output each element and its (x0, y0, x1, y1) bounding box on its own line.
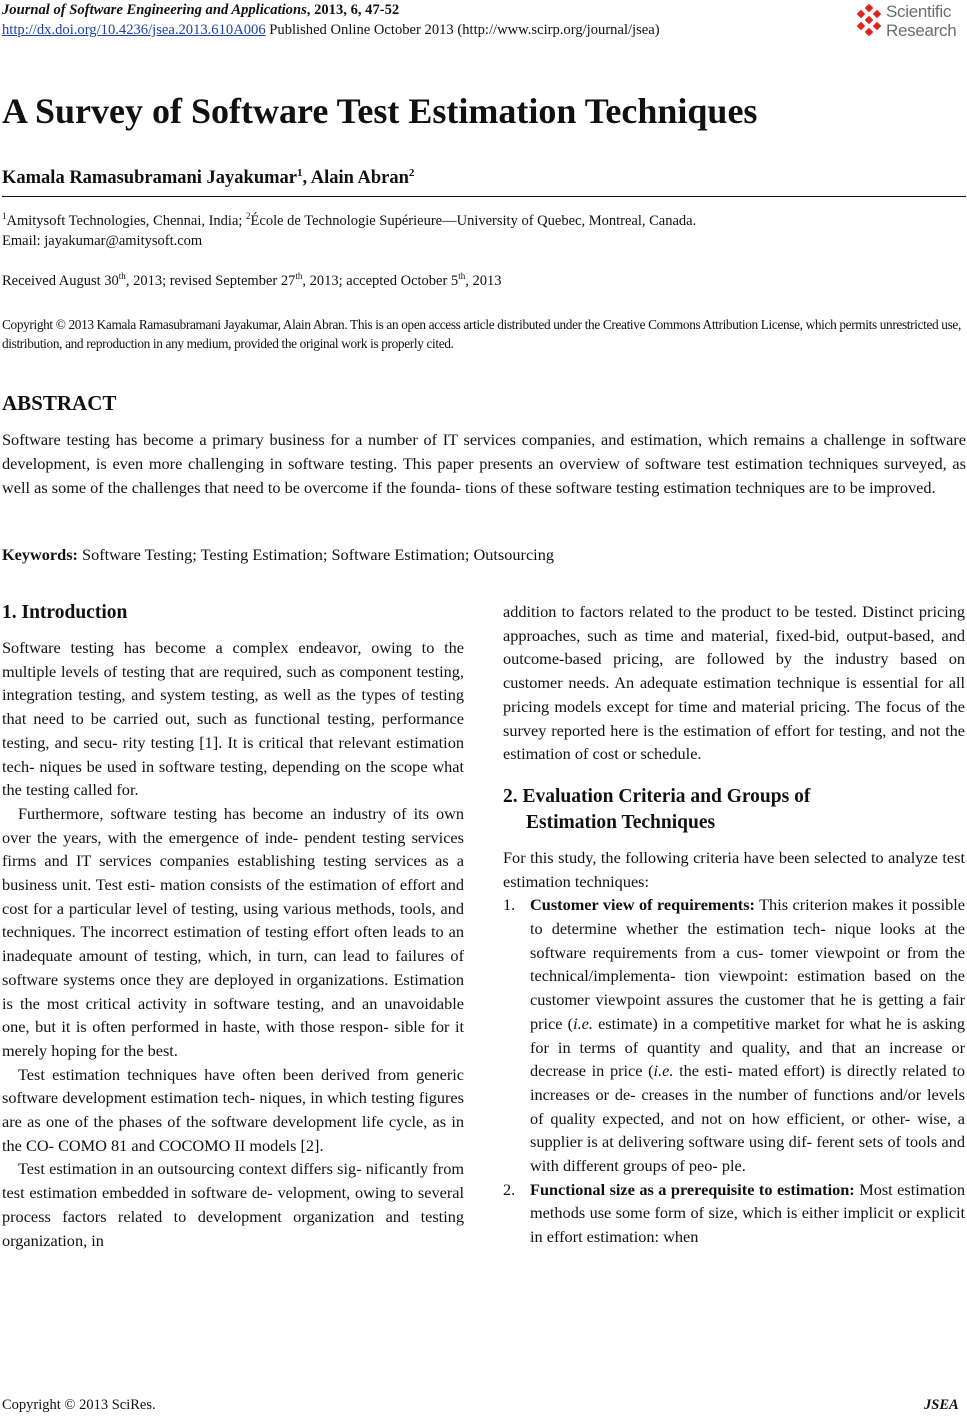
received-date-sup: th (118, 271, 126, 281)
footer-journal-abbr: JSEA (924, 1397, 959, 1413)
revised-date-sup: th (295, 271, 303, 281)
intro-paragraph-continued: addition to factors related to the product to be tested. Distinct pricing approaches, such as time and material, fixed-bid, output-based, and outcome-based pricing, are followed by the industry based on customer needs. An adequate estimation technique is essential for all pricing models except for time and material pricing. The focus of the survey reported here is the estimation of effort for testing, and not the estimation of cost or schedule. (503, 602, 965, 764)
paper-title: A Survey of Software Test Estimation Techniques (2, 91, 758, 131)
publisher-name (886, 2, 956, 40)
keywords (2, 545, 554, 565)
criterion-text: the esti- mated effort) is directly related to increases or de- creases in the number of functions and/or levels of quality expected, and not on how efficient, or other- wise, a supplier is at delivering software using dif- ferent sets of tools and with different groups of peo- ple. (530, 1061, 965, 1176)
criterion-text: This criterion makes it possible to determine whether the estimation tech- nique looks at the software requirements from a cus- tomer viewpoint or from the technical/implementa- tion viewpoint: estimation based on the customer viewpoint assures the customer that he is getting a fair price ( (530, 895, 965, 1033)
criteria-list (503, 893, 965, 1249)
section-2-paragraph: For this study, the following criteria have been selected to analyze test estimation techniques: (503, 847, 965, 891)
accepted-date-text: , 2013; accepted October 5 (302, 272, 459, 289)
intro-paragraph-3: Test estimation techniques have often been derived from generic software development estimation tech- niques, in which testing figures are as one of the phases of the software development life cycle, as in the CO- COMO 81 and COCOMO II models [2]. (2, 1064, 464, 1155)
left-column (2, 600, 464, 1252)
criterion-label: Functional size as a prerequisite to estimation: (530, 1179, 855, 1199)
keywords-label: Keywords: (2, 545, 78, 564)
section-2-heading-line-1: 2. Evaluation Criteria and Groups of (503, 785, 811, 807)
criterion-italic-ie: i.e. (573, 1013, 593, 1033)
author-email: Email: jayakumar@amitysoft.com (2, 232, 203, 249)
right-column (503, 600, 965, 1249)
author-separator: , (302, 168, 311, 189)
keywords-list: Software Testing; Testing Estimation; Software Estimation; Outsourcing (77, 545, 554, 564)
section-heading-evaluation-criteria (503, 784, 965, 836)
criterion-text: estimate) in a competitive market for what he is asking for in terms of quantity and quality, and that an increase or decrease in price ( (530, 1013, 966, 1081)
affiliation-2-mark: 2 (246, 211, 251, 221)
affiliation-1-mark: 1 (2, 211, 7, 221)
footer-copyright: Copyright © 2013 SciRes. (2, 1397, 156, 1413)
accepted-year: , 2013 (465, 272, 502, 289)
author-2-affiliation-mark: 2 (408, 167, 415, 179)
scientific-research-logo-icon (852, 4, 884, 40)
journal-name: Journal of Software Engineering and Applications (2, 2, 307, 18)
list-number: 2. (503, 1179, 516, 1199)
intro-paragraph-4: Test estimation in an outsourcing context differs sig- nificantly from test estimation embedded in software de- velopment, owing to several process factors related to development organization and testing organization, in (2, 1159, 464, 1250)
author-1: Kamala Ramasubramani Jayakumar (2, 168, 297, 189)
accepted-date-sup: th (458, 271, 466, 281)
affiliations (2, 206, 696, 251)
list-item (503, 893, 965, 1177)
affiliation-2: École de Technologie Supérieure—University of Quebec, Montreal, Canada. (250, 212, 697, 229)
received-dates (2, 271, 501, 290)
journal-citation (2, 2, 399, 19)
doi-link[interactable]: http://dx.doi.org/10.4236/jsea.2013.610A006 (2, 22, 266, 38)
publisher-name-line2: Research (886, 21, 957, 40)
received-date-text: Received August 30 (2, 272, 119, 289)
author-2: Alain Abran (310, 168, 409, 189)
list-item (503, 1178, 965, 1249)
journal-issue: , 2013, 6, 47-52 (306, 2, 400, 18)
criterion-italic-ie: i.e. (653, 1061, 674, 1081)
section-heading-introduction: 1. Introduction (2, 602, 128, 623)
copyright-notice: Copyright © 2013 Kamala Ramasubramani Jayakumar, Alain Abran. This is an open access article distributed under the Creative Commons Attribution License, which permits unrestricted use, distribution, and reproduction in any medium, provided the original work is properly cited. (2, 317, 961, 351)
abstract-body: Software testing has become a primary business for a number of IT services companies, and estimation, which remains a challenge in software development, is even more challenging in software testing. This paper presents an overview of software test estimation techniques surveyed, as well as some of the challenges that need to be overcome if the founda- tions of these software testing estimation techniques are to be improved. (2, 430, 966, 497)
affiliation-line (2, 206, 696, 231)
doi-line (2, 22, 660, 39)
publisher-name-line1: Scientific (886, 2, 952, 21)
intro-paragraph-2: Furthermore, software testing has become an industry of its own over the years, with the emergence of inde- pendent testing services firms and IT services companies establishing testing services as a business unit. Test esti- mation consists of the estimation of effort and cost for a particular level of testing, using various methods, tools, and techniques. The incorrect estimation of testing effort often leads to an inadequate amount of testing, which, in turn, can lead to failures of software systems once they are deployed in organizations. Estimation is the most critical activity in software testing, and an unavoidable one, but it is often performed in haste, with those respon- sible for it merely hoping for the best. (2, 803, 464, 1060)
criterion-text: Most estimation methods use some form of size, which is either implicit or explicit in effort estimation: when (530, 1179, 965, 1247)
title-divider (2, 196, 966, 197)
author-1-affiliation-mark: 1 (297, 167, 303, 179)
criterion-label: Customer view of requirements: (530, 895, 755, 915)
list-number: 1. (503, 895, 516, 915)
intro-paragraph-1: Software testing has become a complex endeavor, owing to the multiple levels of testing that are required, such as component testing, integration testing, and system testing, as well as the types of testing that need to be carried out, such as functional testing, performance testing, and secu- rity testing [1]. It is critical that relevant estimation tech- niques be used in software testing, depending on the scope what the testing called for. (2, 638, 464, 800)
published-online: Published Online October 2013 (http://www.scirp.org/journal/jsea) (265, 22, 660, 38)
author-line (2, 167, 414, 189)
revised-date-text: , 2013; revised September 27 (125, 272, 296, 289)
abstract-heading: ABSTRACT (2, 391, 117, 415)
affiliation-1: Amitysoft Technologies, Chennai, India; (6, 212, 247, 229)
section-2-heading-line-2: Estimation Techniques (526, 811, 716, 833)
publisher-logo (852, 2, 966, 46)
